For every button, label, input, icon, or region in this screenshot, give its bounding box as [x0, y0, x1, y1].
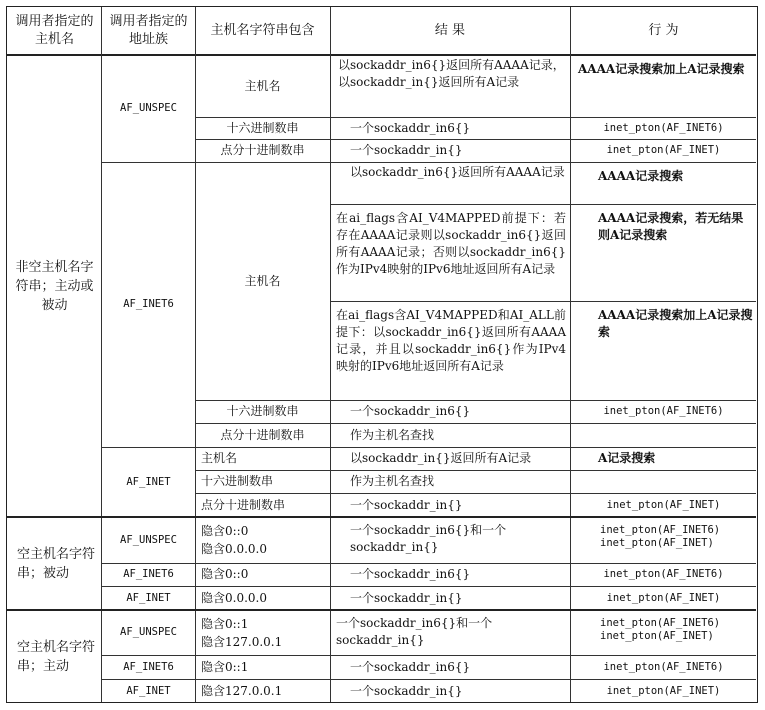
g1-inet-row1-contains: 十六进制数串	[201, 474, 274, 488]
g1-unspec-row2-action: inet_pton(AF_INET)	[606, 144, 721, 156]
g3-row1-contains: 隐含0::1	[201, 659, 249, 674]
group3-label: 空主机名字符串；主动	[17, 640, 96, 674]
g3-row0-action-line2: inet_pton(AF_INET)	[600, 630, 714, 642]
g1-inet6-host0-result: 以sockaddr_in6{}返回所有AAAA记录	[350, 165, 565, 179]
col-divider-1	[101, 7, 102, 702]
g1-inet6-hostname-contains: 主机名	[244, 273, 281, 288]
g2-row1-result: 一个sockaddr_in6{}	[350, 567, 471, 581]
g3-row1-result: 一个sockaddr_in6{}	[350, 659, 471, 674]
g1-inet-row0-result: 以sockaddr_in{}返回所有A记录	[350, 451, 532, 465]
g1-unspec-row1-result: 一个sockaddr_in6{}	[350, 120, 471, 135]
g1-inet6-host1-result: 在ai_flags含AI_V4MAPPED前提下：若存在AAAA记录则以sockaddr_in6{}返回所有AAAA记录；否则以sockaddr_in6{}作为IPv4映射的IPv6地址返回所有A记录	[336, 211, 566, 276]
g2-row2-family: AF_INET	[126, 591, 171, 604]
group1-label: 非空主机名字符串；主动或被动	[15, 259, 94, 313]
g1-inet6-row1-result: 作为主机名查找	[350, 427, 435, 442]
g2-row0-contains	[195, 517, 330, 563]
g1-unspec-row0-result: 以sockaddr_in6{}返回所有AAAA记录，以sockaddr_in{}返回所有A记录	[338, 58, 565, 89]
g1-unspec-row1-action: inet_pton(AF_INET6)	[603, 121, 724, 134]
g1-inet-row1-result: 作为主机名查找	[350, 474, 435, 488]
g1-inet6-host1-action: AAAA记录搜索，若无结果则A记录搜索	[598, 211, 744, 242]
g2-row0-contains-line1: 隐含0::0	[201, 524, 249, 538]
g2-row0-family: AF_UNSPEC	[120, 533, 177, 546]
g3-row2-family: AF_INET	[126, 684, 171, 697]
getaddrinfo-table	[6, 6, 758, 703]
col-divider-2	[195, 7, 196, 702]
header-hostname: 调用者指定的主机名	[15, 14, 94, 47]
group2-label: 空主机名字符串；被动	[17, 546, 96, 581]
g3-row0-contains	[195, 610, 330, 655]
header-divider	[7, 54, 756, 56]
header-family: 调用者指定的地址族	[109, 14, 188, 47]
group1-divider	[7, 516, 756, 518]
g1-unspec-divider	[102, 162, 756, 163]
g3-row1-family: AF_INET6	[123, 660, 174, 673]
g3-row0-family: AF_UNSPEC	[120, 626, 177, 638]
g3-row0-contains-line2: 隐含127.0.0.1	[201, 635, 283, 649]
g1-inet-row2-contains: 点分十进制数串	[201, 497, 286, 512]
group1-inet6-family: AF_INET6	[123, 298, 174, 310]
g1-unspec-row0-action: AAAA记录搜索加上A记录搜索	[578, 62, 745, 76]
g2-row0-action-line1: inet_pton(AF_INET6)	[600, 524, 721, 536]
row-line	[102, 679, 756, 680]
g3-row0-action	[570, 610, 757, 655]
header-contains: 主机名字符串包含	[210, 23, 315, 38]
row-line	[195, 139, 756, 140]
g1-inet6-row1-action	[570, 423, 757, 447]
g2-row0-action-line2: inet_pton(AF_INET)	[600, 537, 714, 549]
row-line	[330, 301, 756, 302]
g1-inet6-row1-contains: 点分十进制数串	[220, 427, 305, 442]
g1-inet6-host2-action: AAAA记录搜索加上A记录搜索	[598, 308, 753, 339]
g1-inet6-host2-result: 在ai_flags含AI_V4MAPPED和AI_ALL前提下：以sockaddr_in6{}返回所有AAAA记录，并且以sockaddr_in6{}作为IPv4映射的IPv6地址返回所有A记录	[336, 308, 566, 373]
row-line	[330, 204, 756, 205]
g3-row2-result: 一个sockaddr_in{}	[350, 683, 463, 698]
g2-row1-family: AF_INET6	[123, 568, 174, 580]
g3-row0-action-line1: inet_pton(AF_INET6)	[600, 617, 721, 629]
g1-inet-row2-action: inet_pton(AF_INET)	[606, 498, 721, 511]
g3-row2-contains: 隐含127.0.0.1	[201, 683, 283, 698]
row-line	[195, 423, 756, 424]
header-action: 行 为	[648, 23, 679, 38]
g1-unspec-row2-contains: 点分十进制数串	[220, 143, 305, 157]
g1-inet-row1-action	[570, 470, 757, 493]
g1-unspec-row0-contains: 主机名	[244, 78, 281, 93]
g2-row0-contains-line2: 隐含0.0.0.0	[201, 542, 267, 556]
g1-unspec-row2-result: 一个sockaddr_in{}	[350, 143, 463, 157]
row-line	[195, 470, 756, 471]
g3-row1-action: inet_pton(AF_INET6)	[603, 660, 724, 673]
row-line	[102, 563, 756, 564]
group1-unspec-family: AF_UNSPEC	[120, 102, 177, 114]
g2-row0-result: 一个sockaddr_in6{}和一个sockaddr_in{}	[350, 523, 507, 554]
g2-row1-contains: 隐含0::0	[201, 567, 249, 581]
group2-divider	[7, 609, 756, 611]
g1-inet6-divider	[102, 447, 756, 448]
g1-inet-row0-action: A记录搜索	[598, 451, 656, 465]
g1-inet-row0-contains: 主机名	[201, 451, 238, 465]
col-divider-3	[330, 7, 331, 702]
col-divider-4	[570, 7, 571, 702]
row-line	[102, 655, 756, 656]
g3-row0-result: 一个sockaddr_in6{}和一个sockaddr_in{}	[336, 616, 493, 647]
row-line	[102, 586, 756, 587]
row-line	[195, 117, 756, 118]
g3-row2-action: inet_pton(AF_INET)	[606, 684, 721, 697]
g1-inet-row2-result: 一个sockaddr_in{}	[350, 497, 463, 512]
g2-row2-action: inet_pton(AF_INET)	[606, 591, 721, 604]
g1-inet6-host0-action: AAAA记录搜索	[598, 169, 684, 183]
g2-row1-action: inet_pton(AF_INET6)	[603, 568, 724, 580]
header-result: 结 果	[434, 23, 466, 38]
row-line	[195, 400, 756, 401]
g2-row0-action	[570, 517, 757, 563]
g1-unspec-row1-contains: 十六进制数串	[226, 120, 299, 135]
row-line	[195, 493, 756, 494]
g1-inet6-row0-action: inet_pton(AF_INET6)	[603, 405, 724, 417]
g2-row2-result: 一个sockaddr_in{}	[350, 590, 463, 605]
g2-row2-contains: 隐含0.0.0.0	[201, 590, 267, 605]
group1-inet-family: AF_INET	[126, 475, 171, 488]
g1-inet6-row0-contains: 十六进制数串	[226, 404, 299, 418]
g1-inet6-row0-result: 一个sockaddr_in6{}	[350, 404, 471, 418]
g3-row0-contains-line1: 隐含0::1	[201, 617, 249, 631]
